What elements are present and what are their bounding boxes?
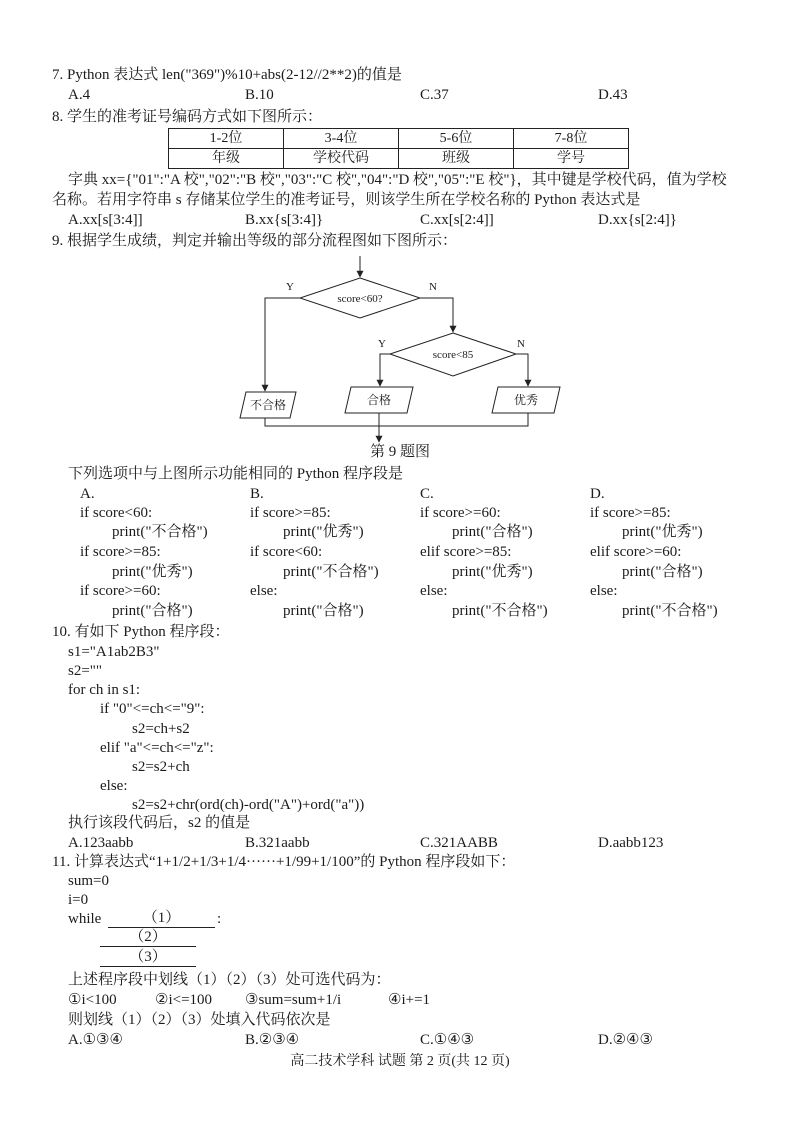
- decision-1-label: score<60?: [337, 293, 383, 305]
- code-line: if score<60:: [80, 505, 153, 521]
- code-line: print("不合格"): [112, 524, 208, 540]
- code-line: else:: [590, 583, 618, 599]
- code-line: if score>=60:: [80, 583, 161, 599]
- table-cell: 学号: [514, 149, 629, 169]
- code-line: if score>=60:: [420, 505, 501, 521]
- q11-option-a: A.①③④: [68, 1032, 123, 1048]
- blank-3: （3）: [100, 949, 196, 967]
- q8-text-line-1: 字典 xx={"01":"A 校","02":"B 校","03":"C 校","04":"D 校","05":"E 校"}，其中键是学校代码，值为学校: [68, 172, 727, 188]
- q7-option-d: D.43: [598, 87, 628, 103]
- code-line: print("不合格"): [283, 564, 379, 580]
- code-line: else:: [420, 583, 448, 599]
- code-line: print("合格"): [452, 524, 533, 540]
- page-footer: 高二技术学科 试题 第 2 页(共 12 页): [290, 1054, 510, 1069]
- grade-flowchart: [220, 250, 580, 450]
- q11-text-line-2: 则划线（1）（2）（3）处填入代码依次是: [68, 1012, 331, 1028]
- code-line: s2=s2+chr(ord(ch)-ord("A")+ord("a")): [132, 797, 365, 813]
- output-fail-label: 不合格: [249, 398, 287, 412]
- code-line: if score>=85:: [80, 544, 161, 560]
- code-line-while: while: [68, 911, 102, 927]
- decision-1-no-label: N: [429, 281, 437, 293]
- code-line: sum=0: [68, 873, 109, 889]
- code-line: if score>=85:: [250, 505, 331, 521]
- q10-prompt: 执行该段代码后，s2 的值是: [68, 815, 251, 831]
- q7-option-c: C.37: [420, 87, 449, 103]
- candidate-4: ④i+=1: [388, 992, 431, 1008]
- q10-option-b: B.321aabb: [245, 835, 310, 851]
- code-line: elif "a"<=ch<="z":: [100, 740, 214, 756]
- code-line: s2=ch+s2: [132, 721, 190, 737]
- candidate-2: ②i<=100: [155, 992, 213, 1008]
- code-line: if "0"<=ch<="9":: [100, 701, 205, 717]
- table-cell: 学校代码: [284, 149, 399, 169]
- code-line: elif score>=85:: [420, 544, 512, 560]
- code-line: if score<60:: [250, 544, 323, 560]
- q7-option-a: A.4: [68, 87, 91, 103]
- q11-option-d: D.②④③: [598, 1032, 653, 1048]
- code-line: elif score>=60:: [590, 544, 682, 560]
- blank-2: （2）: [100, 929, 196, 947]
- table-header-cell: 7-8位: [514, 129, 629, 149]
- q9-prompt: 下列选项中与上图所示功能相同的 Python 程序段是: [68, 466, 404, 482]
- q10-option-d: D.aabb123: [598, 835, 664, 851]
- figure-caption: 第 9 题图: [369, 444, 430, 460]
- code-line: i=0: [68, 892, 89, 908]
- table-header-row: [169, 129, 629, 149]
- code-line: s2=s2+ch: [132, 759, 190, 775]
- q11-stem: 11. 计算表达式“1+1/2+1/3+1/4······+1/99+1/100”的 Python 程序段如下：: [52, 854, 516, 870]
- code-line: print("优秀"): [452, 564, 533, 580]
- code-line: print("优秀"): [112, 564, 193, 580]
- code-line: for ch in s1:: [68, 682, 141, 698]
- decision-2-label: score<85: [432, 349, 474, 361]
- q9-choice-c-label: C.: [420, 486, 434, 502]
- q10-stem: 10. 有如下 Python 程序段：: [52, 624, 230, 640]
- table-header-cell: 5-6位: [399, 129, 514, 149]
- q9-stem: 9. 根据学生成绩，判定并输出等级的部分流程图如下图所示：: [52, 233, 458, 249]
- code-line: else:: [250, 583, 278, 599]
- code-line: s1="A1ab2B3": [68, 644, 160, 660]
- candidate-1: ①i<100: [68, 992, 117, 1008]
- table-cell: 班级: [399, 149, 514, 169]
- code-line: else:: [100, 778, 128, 794]
- decision-2-yes-label: Y: [378, 338, 386, 350]
- table-header-cell: 3-4位: [284, 129, 399, 149]
- q9-choice-b-label: B.: [250, 486, 264, 502]
- q11-option-c: C.①④③: [420, 1032, 475, 1048]
- code-line: print("不合格"): [452, 603, 548, 619]
- q11-option-b: B.②③④: [245, 1032, 300, 1048]
- code-line: print("合格"): [622, 564, 703, 580]
- q10-option-a: A.123aabb: [68, 835, 134, 851]
- while-colon: :: [217, 911, 222, 927]
- table-header-cell: 1-2位: [169, 129, 284, 149]
- code-line: if score>=85:: [590, 505, 671, 521]
- q10-option-c: C.321AABB: [420, 835, 498, 851]
- code-line: print("优秀"): [622, 524, 703, 540]
- id-format-table: [168, 128, 629, 169]
- code-line: print("合格"): [283, 603, 364, 619]
- code-line: print("优秀"): [283, 524, 364, 540]
- table-row: [169, 149, 629, 169]
- candidate-3: ③sum=sum+1/i: [245, 992, 342, 1008]
- q7-stem: 7. Python 表达式 len("369")%10+abs(2-12//2**2)的值是: [52, 67, 402, 83]
- table-cell: 年级: [169, 149, 284, 169]
- code-line: print("合格"): [112, 603, 193, 619]
- q8-option-a: A.xx[s[3:4]]: [68, 212, 143, 228]
- output-pass-label: 合格: [366, 393, 392, 407]
- q8-option-b: B.xx{s[3:4]}: [245, 212, 324, 228]
- no-branch-arrow: [420, 298, 453, 332]
- output-excellent-label: 优秀: [513, 393, 539, 407]
- code-line: print("不合格"): [622, 603, 718, 619]
- decision-2-no-label: N: [517, 338, 525, 350]
- q9-choice-a-label: A.: [80, 486, 95, 502]
- code-line: s2="": [68, 663, 103, 679]
- q8-text-line-2: 名称。若用字符串 s 存储某位学生的准考证号，则该学生所在学校名称的 Python 表达式是: [52, 192, 641, 208]
- excellent-branch-arrow: [516, 354, 528, 386]
- q7-option-b: B.10: [245, 87, 274, 103]
- q8-option-c: C.xx[s[2:4]]: [420, 212, 494, 228]
- pass-branch-arrow: [380, 354, 390, 386]
- q8-option-d: D.xx{s[2:4]}: [598, 212, 677, 228]
- merge-line: [265, 413, 528, 426]
- q8-stem: 8. 学生的准考证号编码方式如下图所示：: [52, 109, 323, 125]
- decision-1-yes-label: Y: [286, 281, 294, 293]
- blank-1: （1）: [108, 910, 215, 928]
- fail-branch-arrow: [265, 298, 300, 391]
- q11-text-line-1: 上述程序段中划线（1）（2）（3）处可选代码为：: [68, 972, 391, 988]
- q9-choice-d-label: D.: [590, 486, 605, 502]
